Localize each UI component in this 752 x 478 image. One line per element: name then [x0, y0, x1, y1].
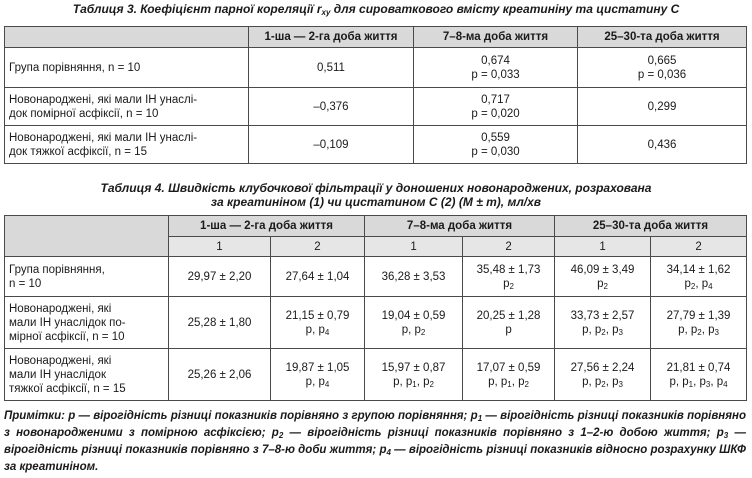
- table4-row-label: Новонароджені, які мали ІН унаслідок по- мірної асфіксії, n = 10: [5, 297, 169, 349]
- table4-cell: 34,14 ± 1,62 $p_2$, $p_4$: [651, 257, 747, 297]
- table4-subheader: 2: [463, 237, 555, 257]
- table3-corner-cell: [5, 27, 249, 48]
- table-notes: Примітки: p — вірогідність різниці показників порівняно з групою порівняння; $p_1$ — вірогідність різниці показників порівняно з новонародженими з помірною асфіксією; $p_2$ — вірогідність різниці показників порівняно з 1–2-ю добою життя; $p_3$ — вірогідність різниці показників порівняно з 7–8-ю доби життя; $p_4$ — вірогідність різниці показників відносно розрахунку ШКФ за креатиніном.: [4, 410, 747, 473]
- table4-cell: 46,09 ± 3,49 $p_2$: [555, 257, 651, 297]
- table3-row: [5, 88, 747, 126]
- table4-cell: 19,04 ± 0,59 p, $p_2$: [365, 297, 463, 349]
- table3-cell: 0,665 p = 0,036: [578, 48, 747, 88]
- table3-header-row: [5, 27, 747, 48]
- table4-cell: 19,87 ± 1,05 p, $p_4$: [271, 349, 365, 401]
- table4-cell: 20,25 ± 1,28 p: [463, 297, 555, 349]
- table4-row: [5, 349, 747, 401]
- table4-cell: 25,26 ± 2,06: [169, 349, 271, 401]
- table4-cell: 36,28 ± 3,53: [365, 257, 463, 297]
- significance-marks: p, $p_2$: [401, 323, 426, 337]
- table4-cell: 25,28 ± 1,80: [169, 297, 271, 349]
- significance-marks: p, $p_1$, $p_3$, $p_4$: [669, 375, 728, 389]
- table3-col-header: 1-ша — 2-га доба життя: [249, 27, 414, 48]
- significance-marks: p, $p_1$, $p_2$: [488, 375, 529, 389]
- table4-cell: 27,56 ± 2,24 p, $p_2$, $p_3$: [555, 349, 651, 401]
- table4: [4, 215, 747, 401]
- table3-col-header: 7–8-ма доба життя: [414, 27, 578, 48]
- table4-subheader: 1: [169, 237, 271, 257]
- table3-cell: 0,436: [578, 126, 747, 164]
- table4-cell: 21,15 ± 0,79 p, $p_4$: [271, 297, 365, 349]
- table3-row-label: Новонароджені, які мали ІН унаслі- док тяжкої асфіксії, n = 15: [5, 126, 249, 164]
- table3-row: [5, 48, 747, 88]
- significance-marks: p, $p_2$, $p_3$: [582, 375, 623, 389]
- significance-marks: $p_2$, $p_4$: [684, 277, 713, 291]
- table3-cell: –0,376: [249, 88, 414, 126]
- table3-cell: 0,717 p = 0,020: [414, 88, 578, 126]
- table3-cell: 0,674 p = 0,033: [414, 48, 578, 88]
- significance-marks: p, $p_4$: [305, 323, 330, 337]
- table4-header-row: [5, 216, 747, 237]
- table3-row-label: Група порівняння, n = 10: [5, 48, 249, 88]
- table3-cell: 0,511: [249, 48, 414, 88]
- table4-cell: 33,73 ± 2,57 p, $p_2$, $p_3$: [555, 297, 651, 349]
- significance-marks: p, $p_2$, $p_3$: [582, 323, 623, 337]
- table4-cell: 27,79 ± 1,39 p, $p_2$, $p_3$: [651, 297, 747, 349]
- table3-col-header: 25–30-та доба життя: [578, 27, 747, 48]
- table4-subheader: 1: [555, 237, 651, 257]
- table4-col-header: 7–8-ма доба життя: [365, 216, 555, 237]
- significance-marks: $p_2$: [503, 277, 514, 291]
- significance-marks: $p_2$: [597, 277, 608, 291]
- table4-row-label: Новонароджені, які мали ІН унаслідок тяжкої асфіксії, n = 15: [5, 349, 169, 401]
- table3-caption: Таблиця 3. Коефіцієнт парної кореляції $r_{xy}$ для сироваткового вмісту креатиніну та цистатину С: [72, 2, 680, 17]
- table4-col-header: 1-ша — 2-га доба життя: [169, 216, 365, 237]
- significance-marks: p, $p_1$, $p_2$: [393, 375, 434, 389]
- table3-cell: –0,109: [249, 126, 414, 164]
- table4-caption-line1: Таблиця 4. Швидкість клубочкової фільтрації у доношених новонароджених, розрахована: [100, 181, 652, 195]
- table4-cell: 27,64 ± 1,04: [271, 257, 365, 297]
- table3-row-label: Новонароджені, які мали ІН унаслі- док помірної асфіксії, n = 10: [5, 88, 249, 126]
- table4-cell: 21,81 ± 0,74 p, $p_1$, $p_3$, $p_4$: [651, 349, 747, 401]
- table4-col-header: 25–30-та доба життя: [555, 216, 747, 237]
- significance-marks: p, $p_2$, $p_3$: [678, 323, 719, 337]
- table4-row: [5, 257, 747, 297]
- table3-cell: 0,299: [578, 88, 747, 126]
- table4-subheader: 1: [365, 237, 463, 257]
- table3: [4, 26, 747, 164]
- table4-cell: 29,97 ± 2,20: [169, 257, 271, 297]
- table4-caption: [0, 181, 752, 209]
- table3-cell: 0,559 p = 0,030: [414, 126, 578, 164]
- table4-subheader: 2: [271, 237, 365, 257]
- table4-row: [5, 297, 747, 349]
- table4-subheader: 2: [651, 237, 747, 257]
- table4-cell: 35,48 ± 1,73 $p_2$: [463, 257, 555, 297]
- table4-cell: 15,97 ± 0,87 p, $p_1$, $p_2$: [365, 349, 463, 401]
- table3-row: [5, 126, 747, 164]
- table4-caption-line2: за креатиніном (1) чи цистатином С (2) (M ± m), мл/хв: [210, 195, 542, 209]
- significance-marks: p: [505, 323, 512, 336]
- significance-marks: p, $p_4$: [305, 375, 330, 389]
- table4-corner-cell: [5, 216, 169, 257]
- table4-cell: 17,07 ± 0,59 p, $p_1$, $p_2$: [463, 349, 555, 401]
- table4-row-label: Група порівняння, n = 10: [5, 257, 169, 297]
